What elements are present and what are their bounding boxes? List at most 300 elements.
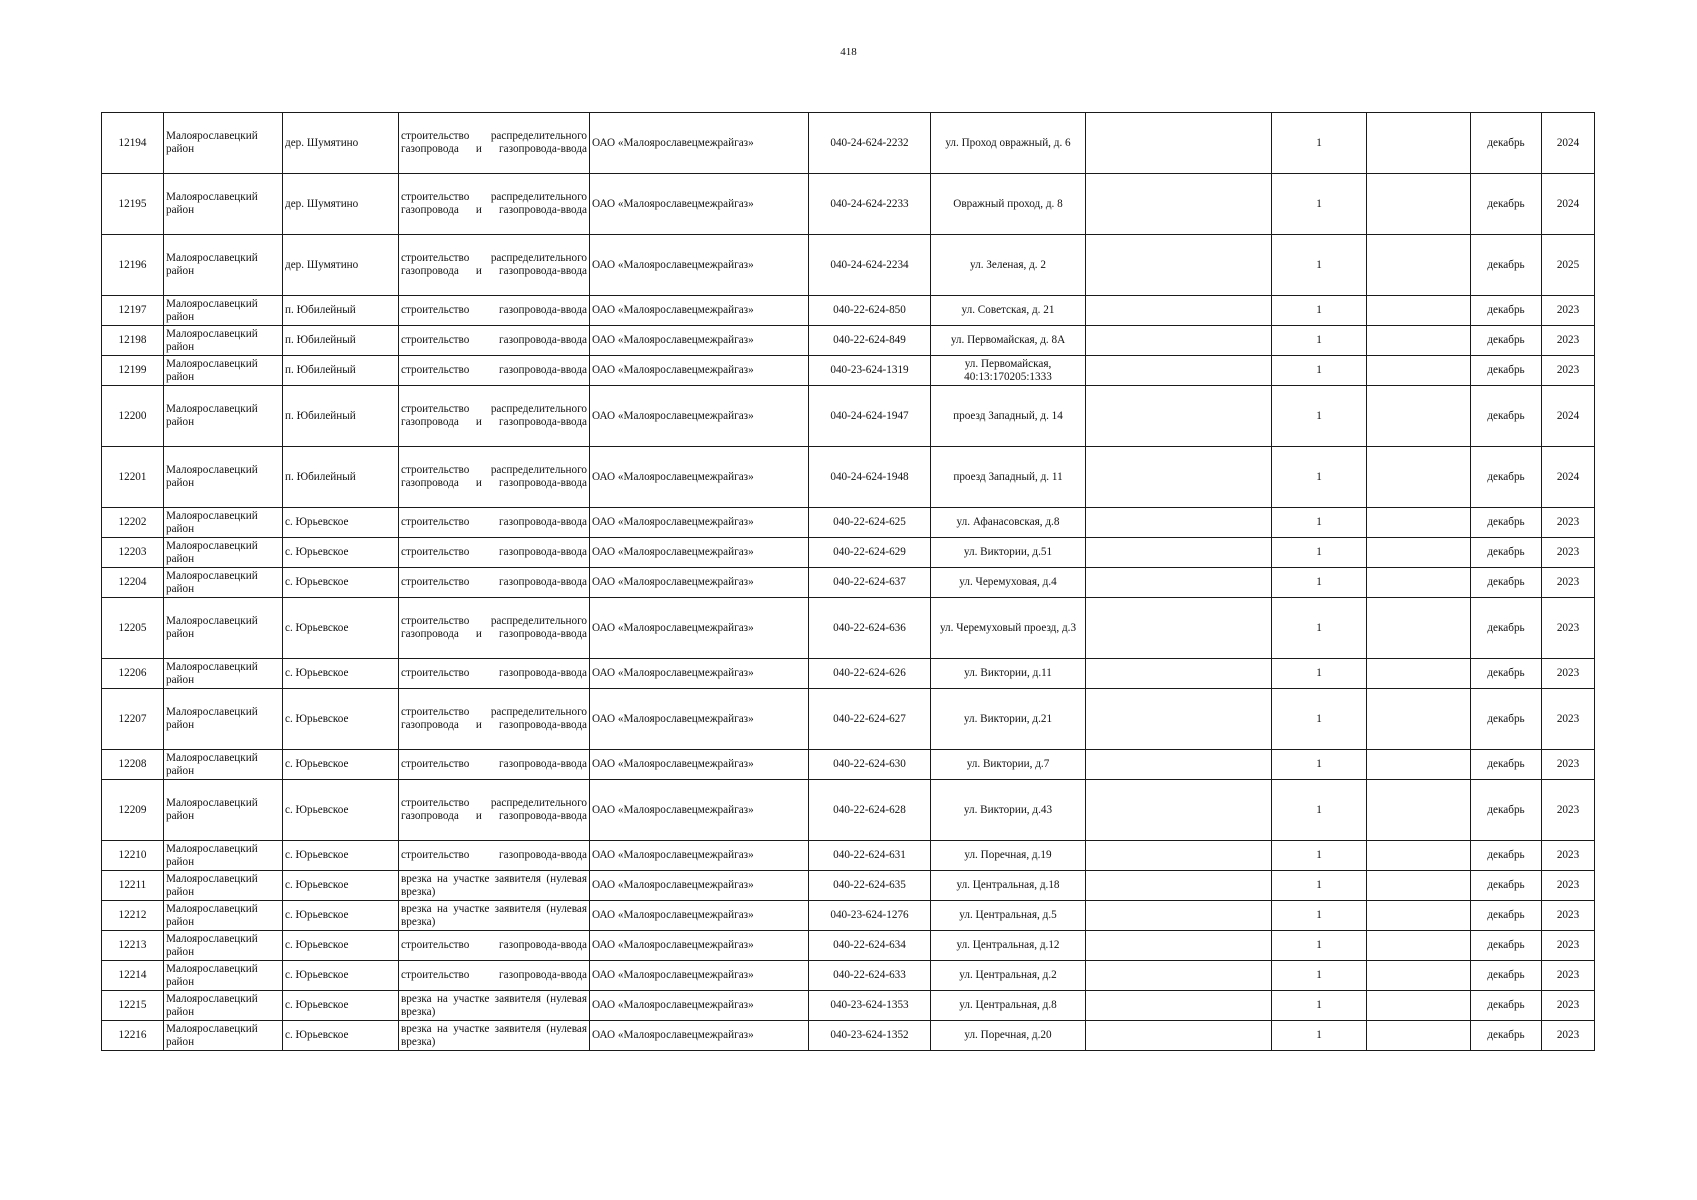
year-cell: 2023 — [1542, 508, 1595, 538]
quantity-cell: 1 — [1272, 1021, 1367, 1051]
address-cell: ул. Зеленая, д. 2 — [931, 235, 1086, 296]
work-type-cell: строительство газопровода-ввода — [399, 326, 590, 356]
year-cell: 2024 — [1542, 386, 1595, 447]
table-row — [102, 598, 1595, 659]
organization-cell: ОАО «Малоярославецмежрайгаз» — [590, 508, 809, 538]
empty-cell — [1367, 113, 1471, 174]
organization-cell: ОАО «Малоярославецмежрайгаз» — [590, 113, 809, 174]
address-cell: ул. Центральная, д.8 — [931, 991, 1086, 1021]
table-row — [102, 841, 1595, 871]
application-code-cell: 040-24-624-2233 — [809, 174, 931, 235]
row-number: 12194 — [102, 113, 164, 174]
empty-cell — [1367, 356, 1471, 386]
quantity-cell: 1 — [1272, 568, 1367, 598]
organization-cell: ОАО «Малоярославецмежрайгаз» — [590, 961, 809, 991]
settlement-cell: п. Юбилейный — [283, 296, 399, 326]
table-row — [102, 991, 1595, 1021]
quantity-cell: 1 — [1272, 174, 1367, 235]
row-number: 12209 — [102, 780, 164, 841]
empty-cell — [1086, 356, 1272, 386]
empty-cell — [1086, 1021, 1272, 1051]
empty-cell — [1086, 538, 1272, 568]
settlement-cell: п. Юбилейный — [283, 356, 399, 386]
work-type-cell: строительство газопровода-ввода — [399, 659, 590, 689]
district-cell: Малоярославецкий район — [164, 113, 283, 174]
settlement-cell: с. Юрьевское — [283, 841, 399, 871]
empty-cell — [1367, 386, 1471, 447]
empty-cell — [1367, 871, 1471, 901]
row-number: 12196 — [102, 235, 164, 296]
settlement-cell: с. Юрьевское — [283, 598, 399, 659]
month-cell: декабрь — [1471, 991, 1542, 1021]
settlement-cell: с. Юрьевское — [283, 508, 399, 538]
table-body — [102, 113, 1595, 1051]
quantity-cell: 1 — [1272, 386, 1367, 447]
address-cell: ул. Центральная, д.18 — [931, 871, 1086, 901]
empty-cell — [1367, 780, 1471, 841]
quantity-cell: 1 — [1272, 841, 1367, 871]
application-code-cell: 040-22-624-633 — [809, 961, 931, 991]
empty-cell — [1086, 841, 1272, 871]
table-row — [102, 780, 1595, 841]
work-type-cell: строительство газопровода-ввода — [399, 961, 590, 991]
row-number: 12213 — [102, 931, 164, 961]
row-number: 12212 — [102, 901, 164, 931]
table-row — [102, 447, 1595, 508]
address-cell: проезд Западный, д. 11 — [931, 447, 1086, 508]
quantity-cell: 1 — [1272, 296, 1367, 326]
district-cell: Малоярославецкий район — [164, 296, 283, 326]
organization-cell: ОАО «Малоярославецмежрайгаз» — [590, 386, 809, 447]
empty-cell — [1086, 598, 1272, 659]
year-cell: 2023 — [1542, 931, 1595, 961]
quantity-cell: 1 — [1272, 961, 1367, 991]
application-code-cell: 040-24-624-1948 — [809, 447, 931, 508]
empty-cell — [1086, 508, 1272, 538]
district-cell: Малоярославецкий район — [164, 538, 283, 568]
empty-cell — [1367, 689, 1471, 750]
quantity-cell: 1 — [1272, 780, 1367, 841]
empty-cell — [1367, 508, 1471, 538]
empty-cell — [1367, 326, 1471, 356]
organization-cell: ОАО «Малоярославецмежрайгаз» — [590, 871, 809, 901]
empty-cell — [1367, 296, 1471, 326]
district-cell: Малоярославецкий район — [164, 841, 283, 871]
work-type-cell: строительство газопровода-ввода — [399, 568, 590, 598]
settlement-cell: с. Юрьевское — [283, 871, 399, 901]
month-cell: декабрь — [1471, 1021, 1542, 1051]
address-cell: ул. Черемуховая, д.4 — [931, 568, 1086, 598]
settlement-cell: с. Юрьевское — [283, 780, 399, 841]
settlement-cell: с. Юрьевское — [283, 689, 399, 750]
settlement-cell: с. Юрьевское — [283, 961, 399, 991]
settlement-cell: с. Юрьевское — [283, 568, 399, 598]
empty-cell — [1086, 296, 1272, 326]
address-cell: ул. Виктории, д.7 — [931, 750, 1086, 780]
settlement-cell: дер. Шумятино — [283, 113, 399, 174]
table-row — [102, 174, 1595, 235]
month-cell: декабрь — [1471, 113, 1542, 174]
table-row — [102, 961, 1595, 991]
work-type-cell: строительство газопровода-ввода — [399, 538, 590, 568]
month-cell: декабрь — [1471, 508, 1542, 538]
settlement-cell: с. Юрьевское — [283, 901, 399, 931]
district-cell: Малоярославецкий район — [164, 326, 283, 356]
table-row — [102, 113, 1595, 174]
work-type-cell: врезка на участке заявителя (нулевая врезка) — [399, 871, 590, 901]
row-number: 12200 — [102, 386, 164, 447]
application-code-cell: 040-22-624-631 — [809, 841, 931, 871]
work-type-cell: строительство распределительного газопровода и газопровода-ввода — [399, 235, 590, 296]
row-number: 12199 — [102, 356, 164, 386]
month-cell: декабрь — [1471, 356, 1542, 386]
district-cell: Малоярославецкий район — [164, 659, 283, 689]
month-cell: декабрь — [1471, 447, 1542, 508]
empty-cell — [1367, 1021, 1471, 1051]
district-cell: Малоярославецкий район — [164, 689, 283, 750]
year-cell: 2023 — [1542, 961, 1595, 991]
month-cell: декабрь — [1471, 538, 1542, 568]
district-cell: Малоярославецкий район — [164, 871, 283, 901]
district-cell: Малоярославецкий район — [164, 568, 283, 598]
district-cell: Малоярославецкий район — [164, 235, 283, 296]
month-cell: декабрь — [1471, 235, 1542, 296]
organization-cell: ОАО «Малоярославецмежрайгаз» — [590, 841, 809, 871]
empty-cell — [1367, 598, 1471, 659]
quantity-cell: 1 — [1272, 659, 1367, 689]
table-row — [102, 659, 1595, 689]
address-cell: ул. Центральная, д.5 — [931, 901, 1086, 931]
year-cell: 2023 — [1542, 356, 1595, 386]
empty-cell — [1086, 780, 1272, 841]
address-cell: ул. Виктории, д.11 — [931, 659, 1086, 689]
application-code-cell: 040-22-624-636 — [809, 598, 931, 659]
application-code-cell: 040-22-624-625 — [809, 508, 931, 538]
year-cell: 2023 — [1542, 841, 1595, 871]
district-cell: Малоярославецкий район — [164, 1021, 283, 1051]
application-code-cell: 040-24-624-2232 — [809, 113, 931, 174]
year-cell: 2023 — [1542, 296, 1595, 326]
organization-cell: ОАО «Малоярославецмежрайгаз» — [590, 174, 809, 235]
table-row — [102, 750, 1595, 780]
quantity-cell: 1 — [1272, 871, 1367, 901]
quantity-cell: 1 — [1272, 113, 1367, 174]
district-cell: Малоярославецкий район — [164, 901, 283, 931]
month-cell: декабрь — [1471, 841, 1542, 871]
month-cell: декабрь — [1471, 659, 1542, 689]
year-cell: 2023 — [1542, 326, 1595, 356]
empty-cell — [1367, 991, 1471, 1021]
row-number: 12197 — [102, 296, 164, 326]
organization-cell: ОАО «Малоярославецмежрайгаз» — [590, 931, 809, 961]
year-cell: 2023 — [1542, 689, 1595, 750]
row-number: 12198 — [102, 326, 164, 356]
table-row — [102, 901, 1595, 931]
application-code-cell: 040-24-624-1947 — [809, 386, 931, 447]
row-number: 12201 — [102, 447, 164, 508]
empty-cell — [1086, 931, 1272, 961]
work-type-cell: строительство газопровода-ввода — [399, 296, 590, 326]
application-code-cell: 040-22-624-629 — [809, 538, 931, 568]
settlement-cell: п. Юбилейный — [283, 386, 399, 447]
work-type-cell: врезка на участке заявителя (нулевая врезка) — [399, 1021, 590, 1051]
empty-cell — [1086, 901, 1272, 931]
organization-cell: ОАО «Малоярославецмежрайгаз» — [590, 780, 809, 841]
settlement-cell: дер. Шумятино — [283, 235, 399, 296]
district-cell: Малоярославецкий район — [164, 991, 283, 1021]
organization-cell: ОАО «Малоярославецмежрайгаз» — [590, 326, 809, 356]
year-cell: 2023 — [1542, 538, 1595, 568]
table-row — [102, 326, 1595, 356]
work-type-cell: строительство газопровода-ввода — [399, 508, 590, 538]
empty-cell — [1367, 447, 1471, 508]
settlement-cell: п. Юбилейный — [283, 447, 399, 508]
month-cell: декабрь — [1471, 689, 1542, 750]
empty-cell — [1367, 568, 1471, 598]
quantity-cell: 1 — [1272, 750, 1367, 780]
month-cell: декабрь — [1471, 931, 1542, 961]
application-code-cell: 040-22-624-627 — [809, 689, 931, 750]
month-cell: декабрь — [1471, 901, 1542, 931]
quantity-cell: 1 — [1272, 235, 1367, 296]
empty-cell — [1367, 961, 1471, 991]
district-cell: Малоярославецкий район — [164, 386, 283, 447]
address-cell: проезд Западный, д. 14 — [931, 386, 1086, 447]
year-cell: 2023 — [1542, 901, 1595, 931]
district-cell: Малоярославецкий район — [164, 447, 283, 508]
empty-cell — [1086, 174, 1272, 235]
month-cell: декабрь — [1471, 750, 1542, 780]
year-cell: 2023 — [1542, 598, 1595, 659]
address-cell: ул. Центральная, д.12 — [931, 931, 1086, 961]
empty-cell — [1086, 871, 1272, 901]
empty-cell — [1367, 538, 1471, 568]
quantity-cell: 1 — [1272, 598, 1367, 659]
district-cell: Малоярославецкий район — [164, 174, 283, 235]
work-type-cell: строительство распределительного газопровода и газопровода-ввода — [399, 780, 590, 841]
organization-cell: ОАО «Малоярославецмежрайгаз» — [590, 568, 809, 598]
application-code-cell: 040-22-624-630 — [809, 750, 931, 780]
empty-cell — [1086, 961, 1272, 991]
month-cell: декабрь — [1471, 174, 1542, 235]
work-type-cell: строительство распределительного газопровода и газопровода-ввода — [399, 689, 590, 750]
year-cell: 2023 — [1542, 568, 1595, 598]
row-number: 12210 — [102, 841, 164, 871]
empty-cell — [1086, 235, 1272, 296]
table-row — [102, 356, 1595, 386]
year-cell: 2023 — [1542, 659, 1595, 689]
application-code-cell: 040-22-624-850 — [809, 296, 931, 326]
application-code-cell: 040-22-624-628 — [809, 780, 931, 841]
table-row — [102, 296, 1595, 326]
work-type-cell: строительство газопровода-ввода — [399, 750, 590, 780]
application-code-cell: 040-22-624-634 — [809, 931, 931, 961]
work-type-cell: строительство распределительного газопровода и газопровода-ввода — [399, 174, 590, 235]
settlement-cell: с. Юрьевское — [283, 538, 399, 568]
organization-cell: ОАО «Малоярославецмежрайгаз» — [590, 447, 809, 508]
row-number: 12205 — [102, 598, 164, 659]
address-cell: Овражный проход, д. 8 — [931, 174, 1086, 235]
table-row — [102, 235, 1595, 296]
district-cell: Малоярославецкий район — [164, 780, 283, 841]
empty-cell — [1086, 386, 1272, 447]
address-cell: ул. Виктории, д.51 — [931, 538, 1086, 568]
quantity-cell: 1 — [1272, 901, 1367, 931]
application-code-cell: 040-24-624-2234 — [809, 235, 931, 296]
row-number: 12207 — [102, 689, 164, 750]
organization-cell: ОАО «Малоярославецмежрайгаз» — [590, 538, 809, 568]
month-cell: декабрь — [1471, 598, 1542, 659]
row-number: 12214 — [102, 961, 164, 991]
organization-cell: ОАО «Малоярославецмежрайгаз» — [590, 689, 809, 750]
address-cell: ул. Афанасовская, д.8 — [931, 508, 1086, 538]
quantity-cell: 1 — [1272, 508, 1367, 538]
quantity-cell: 1 — [1272, 991, 1367, 1021]
work-type-cell: строительство распределительного газопровода и газопровода-ввода — [399, 386, 590, 447]
address-cell: ул. Черемуховый проезд, д.3 — [931, 598, 1086, 659]
quantity-cell: 1 — [1272, 931, 1367, 961]
year-cell: 2023 — [1542, 871, 1595, 901]
organization-cell: ОАО «Малоярославецмежрайгаз» — [590, 991, 809, 1021]
address-cell: ул. Виктории, д.43 — [931, 780, 1086, 841]
application-code-cell: 040-23-624-1276 — [809, 901, 931, 931]
work-type-cell: строительство распределительного газопровода и газопровода-ввода — [399, 447, 590, 508]
table-row — [102, 568, 1595, 598]
organization-cell: ОАО «Малоярославецмежрайгаз» — [590, 1021, 809, 1051]
year-cell: 2023 — [1542, 750, 1595, 780]
address-cell: ул. Проход овражный, д. 6 — [931, 113, 1086, 174]
year-cell: 2023 — [1542, 1021, 1595, 1051]
settlement-cell: дер. Шумятино — [283, 174, 399, 235]
settlement-cell: с. Юрьевское — [283, 659, 399, 689]
table-row — [102, 689, 1595, 750]
settlement-cell: с. Юрьевское — [283, 931, 399, 961]
year-cell: 2024 — [1542, 174, 1595, 235]
address-cell: ул. Первомайская, д. 8А — [931, 326, 1086, 356]
month-cell: декабрь — [1471, 871, 1542, 901]
organization-cell: ОАО «Малоярославецмежрайгаз» — [590, 750, 809, 780]
page-number: 418 — [840, 46, 857, 58]
empty-cell — [1086, 659, 1272, 689]
work-type-cell: строительство распределительного газопровода и газопровода-ввода — [399, 113, 590, 174]
application-code-cell: 040-23-624-1352 — [809, 1021, 931, 1051]
organization-cell: ОАО «Малоярославецмежрайгаз» — [590, 598, 809, 659]
empty-cell — [1086, 991, 1272, 1021]
organization-cell: ОАО «Малоярославецмежрайгаз» — [590, 356, 809, 386]
year-cell: 2024 — [1542, 447, 1595, 508]
year-cell: 2023 — [1542, 780, 1595, 841]
organization-cell: ОАО «Малоярославецмежрайгаз» — [590, 235, 809, 296]
application-code-cell: 040-22-624-626 — [809, 659, 931, 689]
work-type-cell: строительство газопровода-ввода — [399, 356, 590, 386]
quantity-cell: 1 — [1272, 689, 1367, 750]
address-cell: ул. Поречная, д.20 — [931, 1021, 1086, 1051]
row-number: 12215 — [102, 991, 164, 1021]
application-code-cell: 040-22-624-635 — [809, 871, 931, 901]
empty-cell — [1367, 174, 1471, 235]
application-code-cell: 040-22-624-849 — [809, 326, 931, 356]
year-cell: 2025 — [1542, 235, 1595, 296]
organization-cell: ОАО «Малоярославецмежрайгаз» — [590, 901, 809, 931]
row-number: 12208 — [102, 750, 164, 780]
empty-cell — [1086, 447, 1272, 508]
empty-cell — [1086, 689, 1272, 750]
month-cell: декабрь — [1471, 326, 1542, 356]
empty-cell — [1367, 659, 1471, 689]
work-type-cell: врезка на участке заявителя (нулевая врезка) — [399, 901, 590, 931]
table-row — [102, 1021, 1595, 1051]
quantity-cell: 1 — [1272, 447, 1367, 508]
empty-cell — [1367, 750, 1471, 780]
row-number: 12202 — [102, 508, 164, 538]
quantity-cell: 1 — [1272, 356, 1367, 386]
month-cell: декабрь — [1471, 961, 1542, 991]
empty-cell — [1367, 235, 1471, 296]
gasification-register-table — [101, 112, 1595, 1051]
empty-cell — [1086, 113, 1272, 174]
empty-cell — [1086, 326, 1272, 356]
empty-cell — [1367, 901, 1471, 931]
application-code-cell: 040-23-624-1319 — [809, 356, 931, 386]
month-cell: декабрь — [1471, 780, 1542, 841]
address-cell: ул. Виктории, д.21 — [931, 689, 1086, 750]
settlement-cell: п. Юбилейный — [283, 326, 399, 356]
row-number: 12195 — [102, 174, 164, 235]
settlement-cell: с. Юрьевское — [283, 991, 399, 1021]
settlement-cell: с. Юрьевское — [283, 750, 399, 780]
empty-cell — [1086, 750, 1272, 780]
table-row — [102, 931, 1595, 961]
row-number: 12216 — [102, 1021, 164, 1051]
work-type-cell: строительство распределительного газопровода и газопровода-ввода — [399, 598, 590, 659]
table-row — [102, 386, 1595, 447]
empty-cell — [1367, 931, 1471, 961]
application-code-cell: 040-22-624-637 — [809, 568, 931, 598]
district-cell: Малоярославецкий район — [164, 356, 283, 386]
quantity-cell: 1 — [1272, 538, 1367, 568]
work-type-cell: строительство газопровода-ввода — [399, 841, 590, 871]
district-cell: Малоярославецкий район — [164, 508, 283, 538]
row-number: 12204 — [102, 568, 164, 598]
organization-cell: ОАО «Малоярославецмежрайгаз» — [590, 296, 809, 326]
address-cell: ул. Первомайская, 40:13:170205:1333 — [931, 356, 1086, 386]
empty-cell — [1367, 841, 1471, 871]
district-cell: Малоярославецкий район — [164, 598, 283, 659]
district-cell: Малоярославецкий район — [164, 961, 283, 991]
table-row — [102, 538, 1595, 568]
empty-cell — [1086, 568, 1272, 598]
year-cell: 2023 — [1542, 991, 1595, 1021]
month-cell: декабрь — [1471, 568, 1542, 598]
table-row — [102, 871, 1595, 901]
table-row — [102, 508, 1595, 538]
quantity-cell: 1 — [1272, 326, 1367, 356]
organization-cell: ОАО «Малоярославецмежрайгаз» — [590, 659, 809, 689]
month-cell: декабрь — [1471, 386, 1542, 447]
work-type-cell: строительство газопровода-ввода — [399, 931, 590, 961]
district-cell: Малоярославецкий район — [164, 750, 283, 780]
address-cell: ул. Центральная, д.2 — [931, 961, 1086, 991]
work-type-cell: врезка на участке заявителя (нулевая врезка) — [399, 991, 590, 1021]
address-cell: ул. Поречная, д.19 — [931, 841, 1086, 871]
year-cell: 2024 — [1542, 113, 1595, 174]
district-cell: Малоярославецкий район — [164, 931, 283, 961]
row-number: 12211 — [102, 871, 164, 901]
row-number: 12203 — [102, 538, 164, 568]
row-number: 12206 — [102, 659, 164, 689]
address-cell: ул. Советская, д. 21 — [931, 296, 1086, 326]
month-cell: декабрь — [1471, 296, 1542, 326]
